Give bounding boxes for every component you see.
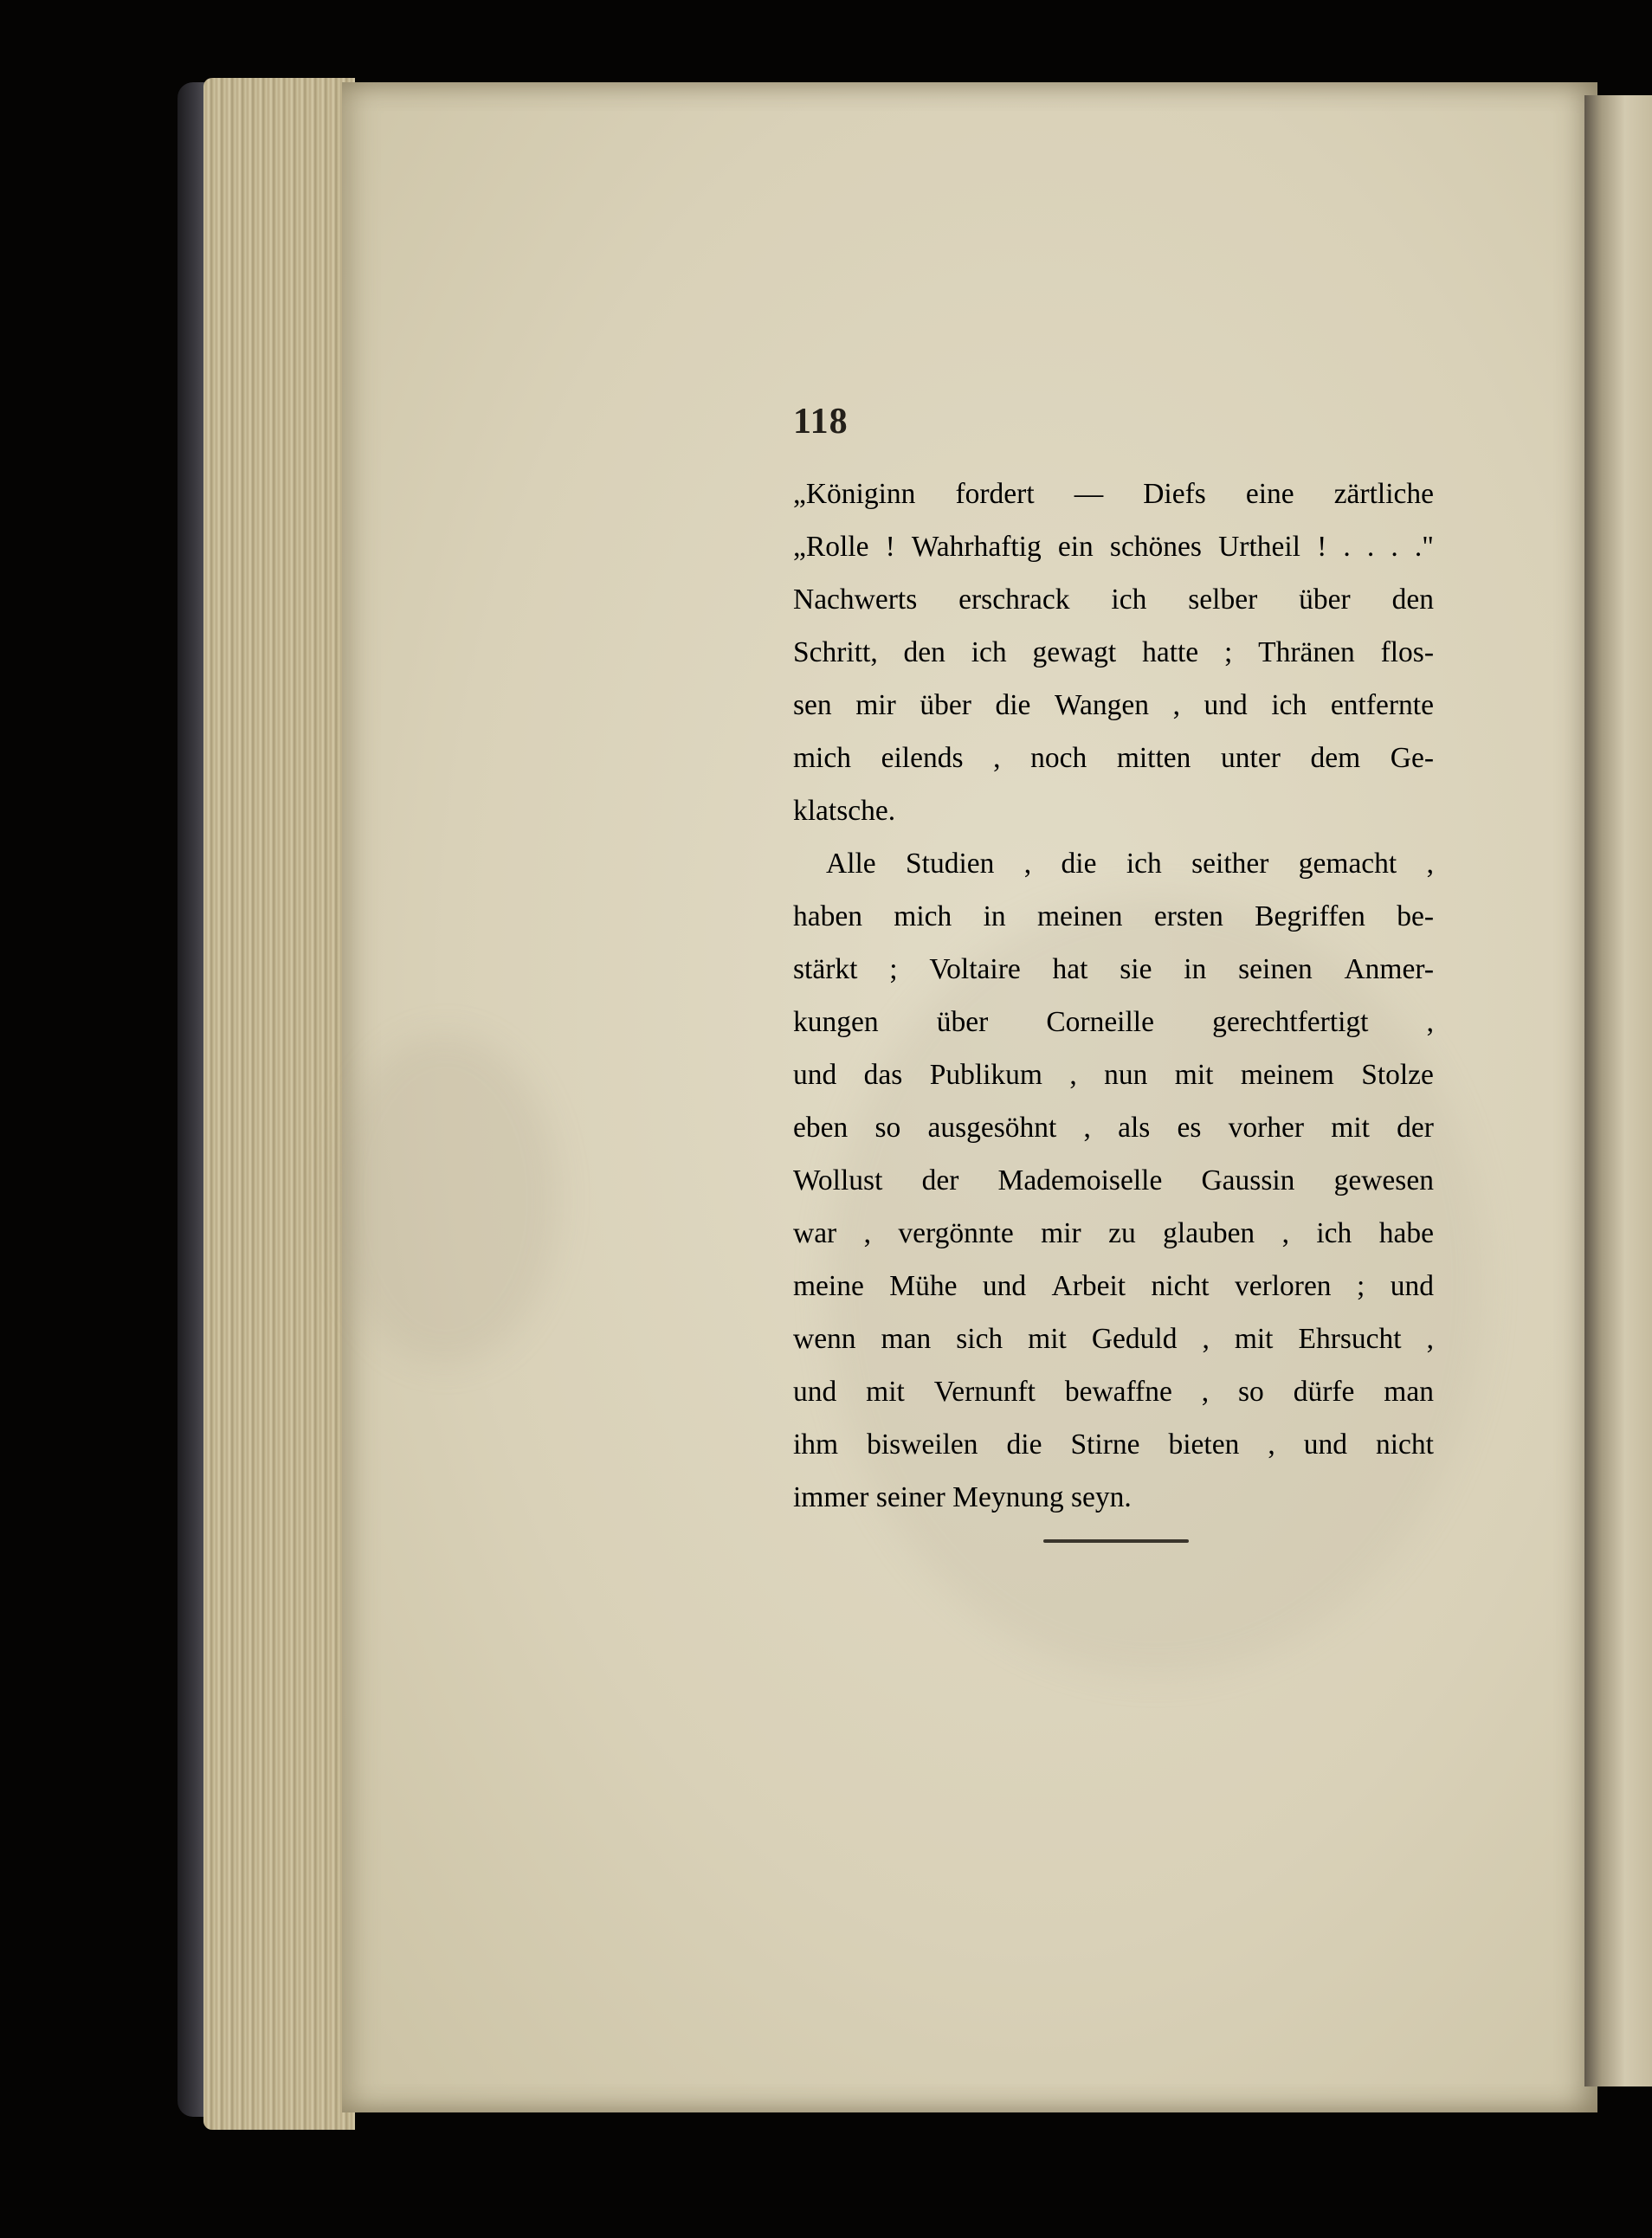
word: Nachwerts: [793, 584, 918, 616]
word: dürfe: [1293, 1376, 1355, 1408]
word: mit: [1331, 1112, 1370, 1144]
word: Mühe: [889, 1270, 958, 1302]
word: und: [793, 1059, 837, 1091]
word: ,: [1426, 848, 1434, 880]
word: „Rolle: [793, 531, 869, 563]
word: hat: [1052, 953, 1088, 985]
page-edges: [203, 78, 355, 2130]
word: seither: [1191, 848, 1269, 880]
word: zärtliche: [1333, 478, 1434, 510]
word: Studien: [906, 848, 995, 880]
word: Begriffen: [1255, 900, 1365, 932]
word: und: [1390, 1270, 1434, 1302]
text-line: [793, 943, 1434, 996]
word: wenn: [793, 1323, 856, 1355]
word: Stolze: [1361, 1059, 1434, 1091]
word: !: [885, 531, 895, 563]
word: .: [1366, 531, 1375, 563]
word: Publikum: [929, 1059, 1042, 1091]
word: .": [1414, 531, 1434, 563]
word: Schritt,: [793, 636, 878, 668]
word: nicht: [1151, 1270, 1210, 1302]
word: ich: [1126, 848, 1162, 880]
word: Stirne: [1070, 1429, 1140, 1461]
word: ,: [993, 742, 1001, 774]
word: ,: [1083, 1112, 1091, 1144]
word: seinen: [1238, 953, 1313, 985]
word: ich: [1111, 584, 1147, 616]
text-line: [793, 573, 1434, 626]
word: Ge-: [1390, 742, 1434, 774]
word: die: [995, 689, 1031, 721]
text-line: [793, 732, 1434, 784]
word: der: [1397, 1112, 1434, 1144]
word: eben: [793, 1112, 849, 1144]
word: meinen: [1036, 900, 1123, 932]
word: hatte: [1142, 636, 1199, 668]
word: gewagt: [1032, 636, 1117, 668]
word: haben: [793, 900, 862, 932]
word: fordert: [955, 478, 1035, 510]
word: und: [982, 1270, 1027, 1302]
word: sich: [956, 1323, 1003, 1355]
page-number: 118: [793, 402, 849, 442]
word: vorher: [1228, 1112, 1305, 1144]
word: man: [1384, 1376, 1434, 1408]
word: als: [1118, 1112, 1151, 1144]
word: mitten: [1116, 742, 1191, 774]
word: glauben: [1163, 1217, 1255, 1249]
word: ich: [1316, 1217, 1352, 1249]
facing-page-gutter: [1584, 95, 1652, 2086]
word: Urtheil: [1218, 531, 1300, 563]
word: noch: [1030, 742, 1087, 774]
word: den: [903, 636, 945, 668]
word: und: [1303, 1429, 1347, 1461]
word: zu: [1108, 1217, 1136, 1249]
word: gemacht: [1298, 848, 1397, 880]
text-line: [793, 1260, 1434, 1312]
text-line: [793, 679, 1434, 732]
word: entfernte: [1330, 689, 1434, 721]
word: Geduld: [1091, 1323, 1178, 1355]
word: habe: [1378, 1217, 1434, 1249]
word: Wahrhaftig: [911, 531, 1042, 563]
word: mich: [793, 742, 851, 774]
word: den: [1391, 584, 1434, 616]
word: Alle: [826, 848, 876, 880]
word: war: [793, 1217, 837, 1249]
word: kungen: [793, 1006, 879, 1038]
word: Wangen: [1055, 689, 1149, 721]
word: erschrack: [958, 584, 1070, 616]
text-line: klatsche.: [793, 795, 896, 827]
word: meine: [793, 1270, 864, 1302]
word: !: [1317, 531, 1327, 563]
text-line: immer seiner Meynung seyn.: [793, 1481, 1132, 1513]
word: die: [1061, 848, 1097, 880]
word: eilends: [881, 742, 964, 774]
text-line: [793, 1418, 1434, 1471]
text-line: [793, 1365, 1434, 1418]
word: selber: [1188, 584, 1258, 616]
word: vergönnte: [898, 1217, 1014, 1249]
word: eine: [1245, 478, 1294, 510]
text-line: [793, 468, 1434, 520]
word: bieten: [1168, 1429, 1240, 1461]
word: ausgesöhnt: [927, 1112, 1057, 1144]
word: ;: [889, 953, 898, 985]
word: .: [1343, 531, 1351, 563]
page-text: [793, 468, 1434, 1524]
word: mich: [894, 900, 952, 932]
word: mit: [1234, 1323, 1274, 1355]
word: sie: [1120, 953, 1152, 985]
word: mir: [1041, 1217, 1081, 1249]
word: das: [863, 1059, 903, 1091]
word: sen: [793, 689, 832, 721]
word: ,: [1201, 1376, 1210, 1408]
word: gerechtfertigt: [1212, 1006, 1369, 1038]
word: in: [1184, 953, 1207, 985]
word: ,: [1023, 848, 1032, 880]
text-line: [793, 837, 1434, 890]
word: „Königinn: [793, 478, 916, 510]
word: Arbeit: [1051, 1270, 1126, 1302]
word: ihm: [793, 1429, 839, 1461]
word: und: [1204, 689, 1248, 721]
word: meinem: [1240, 1059, 1334, 1091]
word: ich: [971, 636, 1007, 668]
word: ich: [1271, 689, 1307, 721]
word: flos-: [1380, 636, 1434, 668]
word: die: [1006, 1429, 1042, 1461]
text-line: [793, 626, 1434, 679]
word: gewesen: [1333, 1164, 1434, 1196]
word: Ehrsucht: [1298, 1323, 1402, 1355]
word: über: [1299, 584, 1351, 616]
text-line: [793, 1154, 1434, 1207]
word: ein: [1057, 531, 1094, 563]
word: —: [1074, 478, 1104, 510]
word: verloren: [1234, 1270, 1332, 1302]
word: nun: [1104, 1059, 1148, 1091]
word: mit: [1174, 1059, 1214, 1091]
word: ,: [863, 1217, 871, 1249]
word: bisweilen: [867, 1429, 978, 1461]
text-line: [793, 1048, 1434, 1101]
word: und: [793, 1376, 837, 1408]
word: ,: [1268, 1429, 1275, 1461]
word: ,: [1281, 1217, 1289, 1249]
word: be-: [1397, 900, 1434, 932]
word: Mademoiselle: [997, 1164, 1163, 1196]
word: ,: [1426, 1006, 1434, 1038]
word: Anmer-: [1344, 953, 1434, 985]
word: unter: [1221, 742, 1281, 774]
word: schönes: [1109, 531, 1202, 563]
word: mir: [855, 689, 896, 721]
word: ;: [1356, 1270, 1365, 1302]
word: dem: [1310, 742, 1361, 774]
text-line: [793, 1312, 1434, 1365]
word: stärkt: [793, 953, 858, 985]
word: Gaussin: [1201, 1164, 1295, 1196]
text-line: [793, 890, 1434, 943]
page-stain: [333, 1035, 558, 1364]
word: so: [1238, 1376, 1264, 1408]
word: man: [881, 1323, 932, 1355]
word: ersten: [1153, 900, 1223, 932]
word: mit: [866, 1376, 905, 1408]
word: ,: [1426, 1323, 1434, 1355]
word: Voltaire: [929, 953, 1021, 985]
word: so: [874, 1112, 901, 1144]
word: über: [920, 689, 971, 721]
word: Thränen: [1258, 636, 1355, 668]
text-line: [793, 520, 1434, 573]
end-rule: [1043, 1539, 1189, 1543]
word: ,: [1069, 1059, 1077, 1091]
word: der: [921, 1164, 959, 1196]
word: ,: [1172, 689, 1180, 721]
word: ,: [1202, 1323, 1210, 1355]
text-line: [793, 1101, 1434, 1154]
word: mit: [1028, 1323, 1067, 1355]
word: bewaffne: [1064, 1376, 1172, 1408]
text-line: [793, 1207, 1434, 1260]
word: über: [936, 1006, 989, 1038]
word: Corneille: [1046, 1006, 1154, 1038]
word: in: [983, 900, 1006, 932]
word: Wollust: [793, 1164, 883, 1196]
word: Diefs: [1143, 478, 1206, 510]
word: es: [1177, 1112, 1202, 1144]
word: .: [1391, 531, 1398, 563]
word: ;: [1224, 636, 1233, 668]
word: Vernunft: [933, 1376, 1036, 1408]
text-line: [793, 996, 1434, 1048]
word: nicht: [1375, 1429, 1434, 1461]
